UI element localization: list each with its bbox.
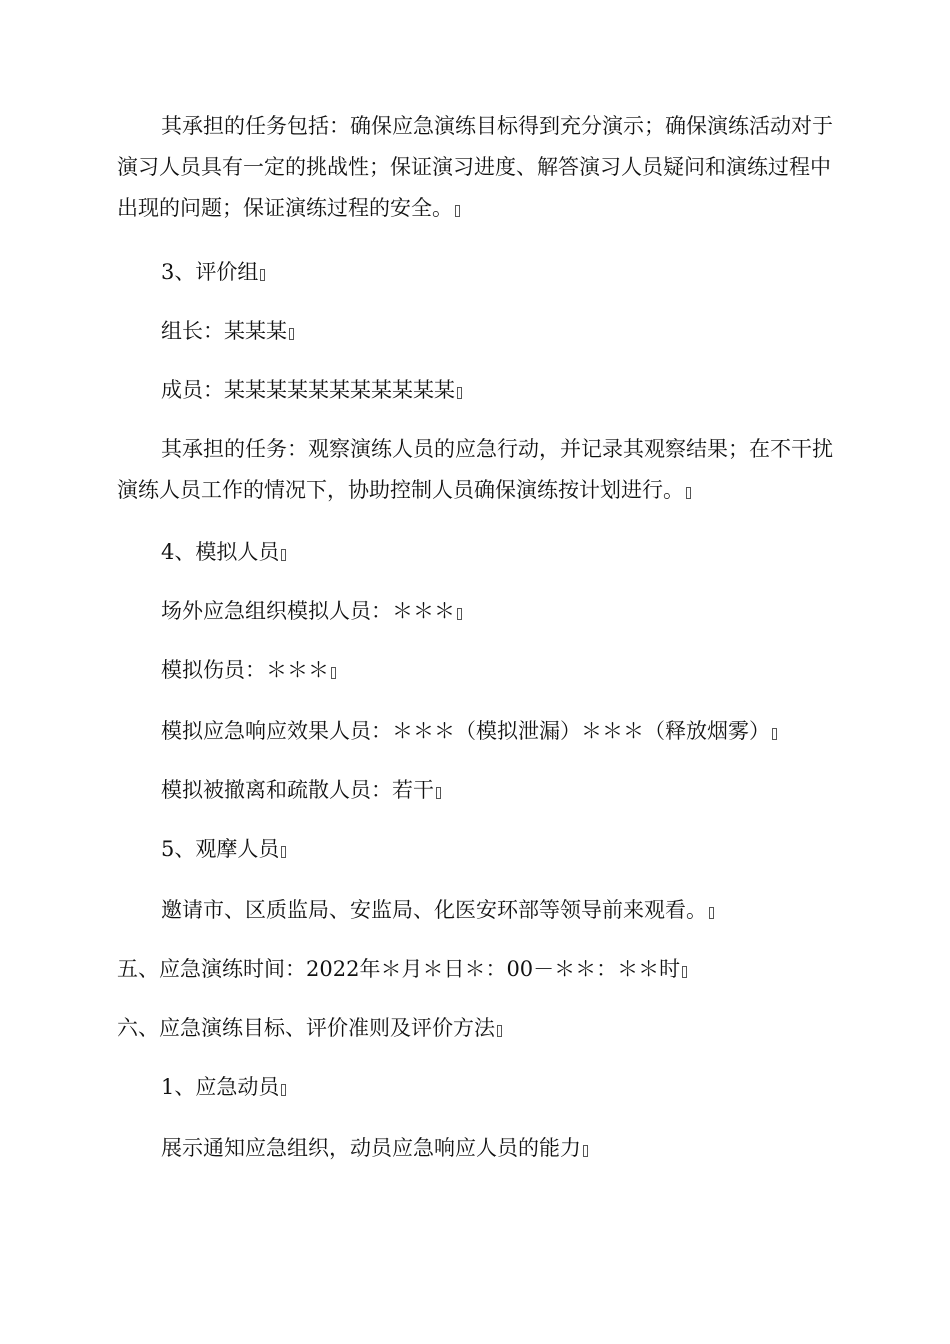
paragraph-text: 3、评价组 <box>161 260 259 284</box>
paragraph-group-leader <box>117 311 833 352</box>
paragraph-mark-icon <box>281 846 286 858</box>
heading-emergency-mobilization <box>117 1067 833 1108</box>
paragraph-text: 其承担的任务：观察演练人员的应急行动，并记录其观察结果；在不干扰演练人员工作的情况下，协助控制人员确保演练按计划进行。 <box>117 437 833 502</box>
paragraph-mark-icon <box>772 728 777 740</box>
heading-observers <box>117 829 833 870</box>
paragraph-text: 组长：某某某 <box>161 319 287 343</box>
paragraph-text: 五、应急演练时间：2022年＊月＊日＊：00－＊＊：＊＊时 <box>117 957 681 981</box>
paragraph-mobilization-capability <box>117 1128 833 1169</box>
paragraph-text: 其承担的任务包括：确保应急演练目标得到充分演示；确保演练活动对于演习人员具有一定的挑战性；保证演习进度、解答演习人员疑问和演练过程中出现的问题；保证演练过程的安全。 <box>117 114 833 220</box>
paragraph-text: 1、应急动员 <box>161 1075 280 1099</box>
paragraph-mark-icon <box>686 487 691 499</box>
paragraph-mark-icon <box>457 608 462 620</box>
paragraph-mark-icon <box>260 269 265 281</box>
paragraph-mark-icon <box>281 549 286 561</box>
paragraph-mark-icon <box>682 966 687 978</box>
paragraph-text: 邀请市、区质监局、安监局、化医安环部等领导前来观看。 <box>161 898 707 922</box>
heading-simulation-personnel <box>117 532 833 573</box>
heading-evaluation-group <box>117 252 833 293</box>
paragraph-simulated-injured <box>117 650 833 691</box>
paragraph-mark-icon <box>331 667 336 679</box>
paragraph-invitation <box>117 890 833 931</box>
paragraph-text: 场外应急组织模拟人员：＊＊＊ <box>161 599 455 623</box>
paragraph-text: 5、观摩人员 <box>161 837 280 861</box>
paragraph-offsite-simulators <box>117 591 833 632</box>
paragraph-evacuees <box>117 770 833 811</box>
paragraph-mark-icon <box>455 205 460 217</box>
paragraph-tasks-control <box>117 106 833 229</box>
paragraph-mark-icon <box>457 387 462 399</box>
paragraph-text: 成员：某某某某某某某某某某某 <box>161 378 455 402</box>
paragraph-members <box>117 370 833 411</box>
paragraph-mark-icon <box>583 1145 588 1157</box>
paragraph-text: 展示通知应急组织，动员应急响应人员的能力 <box>161 1136 581 1160</box>
paragraph-mark-icon <box>497 1025 502 1037</box>
paragraph-mark-icon <box>289 328 294 340</box>
paragraph-text: 模拟伤员：＊＊＊ <box>161 658 329 682</box>
paragraph-text: 4、模拟人员 <box>161 540 280 564</box>
section-drill-objectives <box>117 1008 833 1049</box>
paragraph-text: 模拟被撤离和疏散人员：若干 <box>161 778 434 802</box>
paragraph-text: 六、应急演练目标、评价准则及评价方法 <box>117 1016 495 1040</box>
paragraph-response-effects <box>117 711 833 752</box>
paragraph-mark-icon <box>709 907 714 919</box>
section-drill-time <box>117 949 833 990</box>
paragraph-tasks-evaluation <box>117 429 833 511</box>
paragraph-mark-icon <box>436 787 441 799</box>
paragraph-text: 模拟应急响应效果人员：＊＊＊（模拟泄漏）＊＊＊（释放烟雾） <box>161 719 770 743</box>
paragraph-mark-icon <box>281 1084 286 1096</box>
